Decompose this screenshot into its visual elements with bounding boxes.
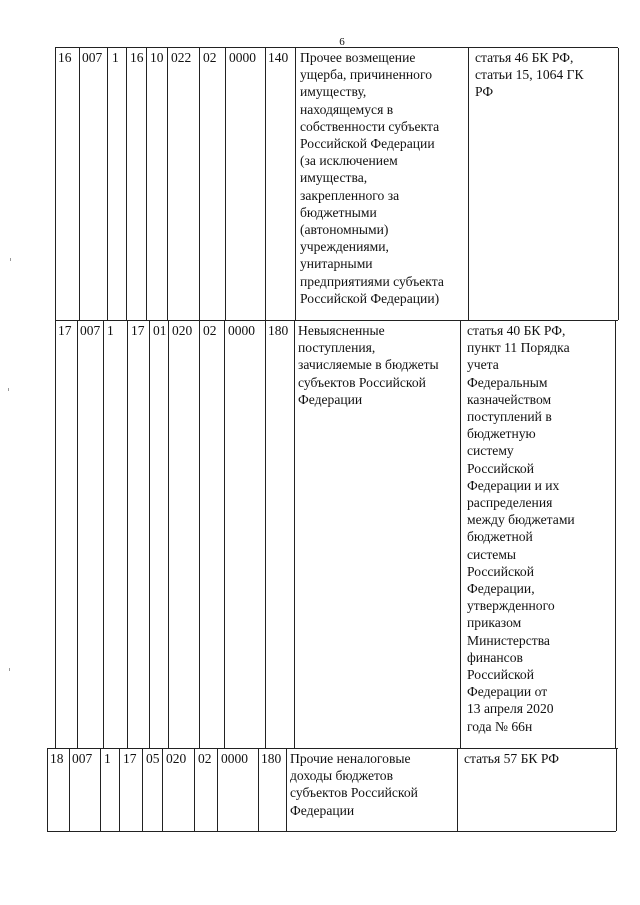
- row-number: 16: [58, 50, 72, 65]
- program-code: 0000: [229, 50, 256, 65]
- admin-code: 007: [72, 751, 93, 766]
- income-description: Невыясненные поступления, зачисляемые в бюджеты субъектов Российской Федерации: [298, 323, 439, 407]
- program-code: 0000: [228, 323, 255, 338]
- economic-code: 140: [268, 50, 289, 65]
- subgroup-code: 17: [131, 323, 145, 338]
- scan-speck: [9, 668, 10, 671]
- row-number: 18: [50, 751, 64, 766]
- admin-code: 007: [82, 50, 103, 65]
- economic-code: 180: [268, 323, 289, 338]
- legal-basis: статья 40 БК РФ, пункт 11 Порядка учета Федеральным казначейством поступлений в бюджетную систему Российской Федерации и их распределения между бюджетами бюджетной системы Российской Федерации, утвержденного приказом Министерства финансов Российской Федерации от 13 апреля 2020 года № 66н: [467, 323, 575, 734]
- table-row: [55, 47, 618, 320]
- scan-speck: [8, 388, 9, 391]
- article-code: 10: [150, 50, 164, 65]
- legal-basis: статья 57 БК РФ: [464, 751, 559, 766]
- element-code: 02: [203, 323, 217, 338]
- table-row: [47, 748, 618, 831]
- page-number: 6: [339, 36, 345, 48]
- subgroup-code: 17: [123, 751, 137, 766]
- group-code: 1: [107, 323, 114, 338]
- table-row: [55, 320, 618, 748]
- legal-basis: статья 46 БК РФ, статьи 15, 1064 ГК РФ: [475, 50, 584, 100]
- subarticle-code: 022: [171, 50, 192, 65]
- income-description: Прочие неналоговые доходы бюджетов субъектов Российской Федерации: [290, 751, 418, 818]
- income-description: Прочее возмещение ущерба, причиненного имуществу, находящемуся в собственности субъекта Российской Федерации (за исключением имущества, закрепленного за бюджетными (автономными) учреждениями, унитарными предприятиями субъекта Российской Федерации): [300, 50, 444, 306]
- element-code: 02: [198, 751, 212, 766]
- admin-code: 007: [80, 323, 101, 338]
- program-code: 0000: [221, 751, 248, 766]
- group-code: 1: [104, 751, 111, 766]
- table-bottom-border: [47, 831, 616, 832]
- economic-code: 180: [261, 751, 282, 766]
- subgroup-code: 16: [130, 50, 144, 65]
- element-code: 02: [203, 50, 217, 65]
- subarticle-code: 020: [172, 323, 193, 338]
- scan-speck: [10, 258, 11, 261]
- row-number: 17: [58, 323, 72, 338]
- article-code: 05: [146, 751, 160, 766]
- group-code: 1: [112, 50, 119, 65]
- article-code: 01: [153, 323, 167, 338]
- subarticle-code: 020: [166, 751, 187, 766]
- budget-codes-table: [50, 47, 618, 832]
